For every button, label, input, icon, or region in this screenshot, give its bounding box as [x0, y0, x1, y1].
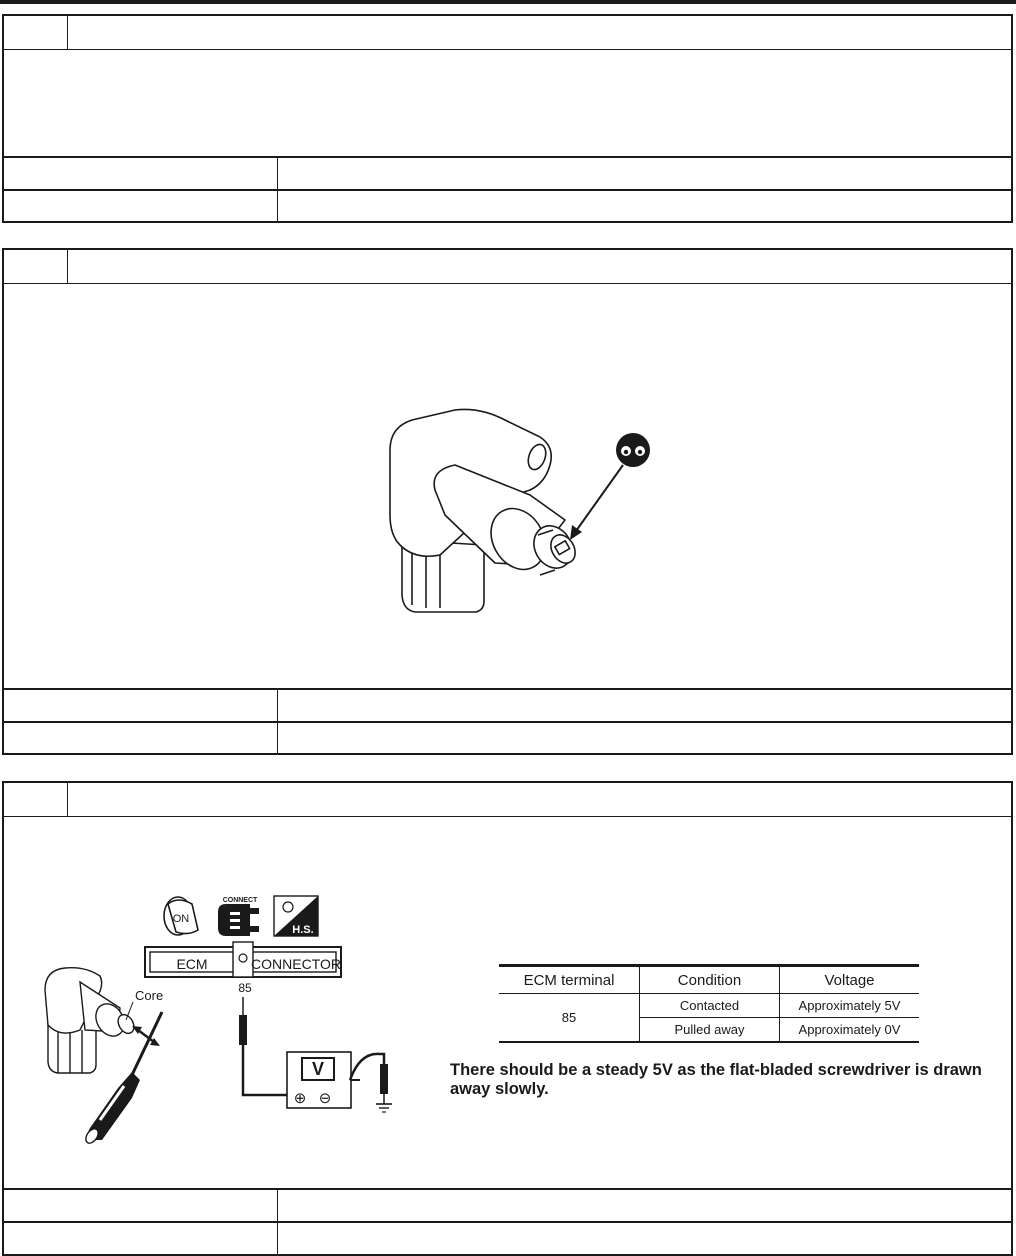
connect-icon — [218, 897, 259, 936]
look-here-icon — [616, 433, 650, 467]
ground-probe — [340, 1040, 410, 1120]
step-2-header — [4, 250, 1011, 284]
table-header-terminal: ECM terminal — [499, 966, 640, 994]
svg-text:ON: ON — [172, 913, 190, 925]
step-3-ng-label-cell — [4, 1223, 278, 1254]
svg-text:H.S.: H.S. — [292, 924, 314, 936]
step-3-header — [4, 783, 1011, 817]
svg-text:Core: Core — [135, 988, 164, 1003]
step-1-header — [4, 16, 1011, 50]
table-cell-voltage: Approximately 5V — [780, 994, 920, 1018]
crank-sensor-illustration — [380, 405, 660, 625]
ignition-on-icon — [164, 897, 198, 935]
ecm-voltage-check-diagram — [40, 890, 360, 1150]
svg-text:ECM: ECM — [176, 956, 208, 972]
step-3-result-row-ng — [4, 1221, 1011, 1254]
step-3-ok-label-cell — [4, 1190, 278, 1221]
table-cell-terminal: 85 — [499, 994, 640, 1043]
step-2-ok-label-cell — [4, 690, 278, 721]
step-1-result-row-ng — [4, 189, 1011, 222]
step-1-result-row-ok — [4, 156, 1011, 189]
table-cell-condition: Pulled away — [640, 1018, 780, 1043]
voltage-note: There should be a steady 5V as the flat-bladed screwdriver is drawn away slowly. — [450, 1061, 982, 1098]
step-1-ng-label-cell — [4, 191, 278, 222]
svg-text:85: 85 — [238, 981, 252, 995]
svg-text:CONNECT: CONNECT — [222, 897, 258, 904]
table-header-condition: Condition — [640, 966, 780, 994]
table-cell-condition: Contacted — [640, 994, 780, 1018]
step-2-ng-label-cell — [4, 723, 278, 754]
svg-text:⊕: ⊕ — [293, 1090, 307, 1107]
table-cell-voltage: Approximately 0V — [780, 1018, 920, 1043]
table-header-voltage: Voltage — [780, 966, 920, 994]
svg-text:⊖: ⊖ — [318, 1090, 332, 1107]
table-header-row — [499, 966, 919, 994]
step-3-number-cell — [4, 783, 68, 816]
svg-text:V: V — [311, 1059, 325, 1079]
step-3-result-row-ok — [4, 1188, 1011, 1221]
step-2-number-cell — [4, 250, 68, 283]
step-1-number-cell — [4, 16, 68, 49]
hs-icon — [274, 896, 318, 936]
step-2-result-row-ok — [4, 688, 1011, 721]
step-1-box — [2, 14, 1013, 223]
ecm-voltage-table — [499, 964, 919, 1043]
page-top-rule — [0, 0, 1016, 4]
step-2-result-row-ng — [4, 721, 1011, 754]
step-1-ok-label-cell — [4, 158, 278, 189]
table-row — [499, 994, 919, 1018]
svg-text:CONNECTOR: CONNECTOR — [251, 956, 341, 972]
